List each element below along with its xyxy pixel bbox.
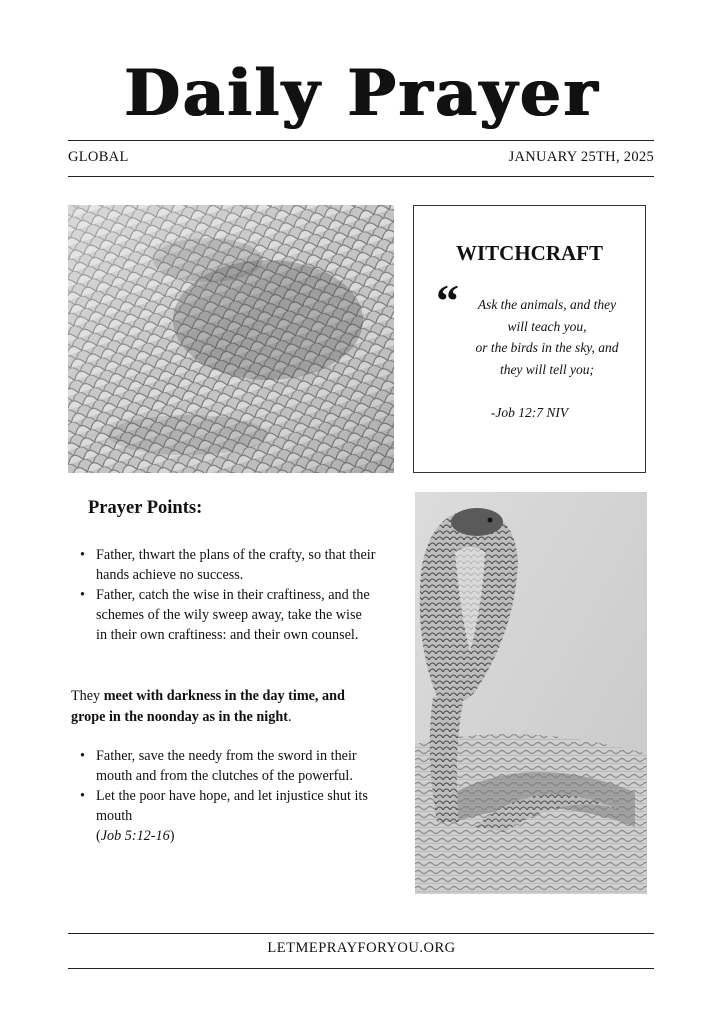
list-item-text: Let the poor have hope, and let injustice shut its mouth: [96, 788, 368, 824]
cobra-in-basket-photo: [415, 492, 647, 894]
quote-line: or the birds in the sky, and: [475, 340, 619, 355]
reference-text: Job 5:12-16: [100, 828, 170, 844]
quote-mark-icon: “: [436, 275, 459, 326]
paragraph-prefix: They: [71, 688, 104, 704]
quote-line: they will tell you;: [499, 361, 595, 377]
reference-open: (: [96, 828, 101, 844]
region-label: GLOBAL: [68, 149, 129, 165]
quote-reference: -Job 12:7 NIV: [490, 405, 569, 420]
footer-bottom-rule: [68, 968, 654, 969]
date-label: JANUARY 25TH, 2025: [508, 149, 654, 165]
snake-skin-photo: [68, 205, 394, 473]
reference-close: ): [169, 828, 175, 844]
prayer-points-heading: Prayer Points:: [88, 498, 203, 518]
list-item: • Father, catch the wise in their craftiness, and the schemes of the wily sweep away, take the wise in their own craftiness: and their own counsel.: [76, 585, 376, 645]
scripture-reference: [96, 826, 376, 846]
list-item: [76, 786, 376, 846]
meta-bottom-rule: [68, 176, 654, 177]
prayer-list-a: [76, 545, 376, 645]
top-rule: [68, 140, 654, 141]
footer-site-link[interactable]: LETMEPRAYFORYOU.ORG: [267, 940, 456, 956]
footer-top-rule: [68, 933, 654, 934]
quote-heading: WITCHCRAFT: [455, 241, 603, 265]
prayer-list-b: [76, 746, 376, 846]
quote-line: will teach you,: [507, 318, 587, 334]
masthead-title: Daily Prayer: [123, 56, 600, 131]
list-item: • Father, thwart the plans of the crafty, so that their hands achieve no success.: [76, 545, 376, 585]
quote-line: Ask the animals, and they: [477, 297, 617, 312]
quote-text: [452, 294, 642, 380]
scripture-paragraph: [71, 686, 371, 728]
paragraph-emphasis: meet with darkness in the day time, and grope in the noonday as in the night: [71, 688, 345, 725]
paragraph-suffix: .: [287, 709, 292, 725]
quote-box: [413, 205, 646, 473]
list-item: • Father, save the needy from the sword in their mouth and from the clutches of the powerful.: [76, 746, 376, 786]
